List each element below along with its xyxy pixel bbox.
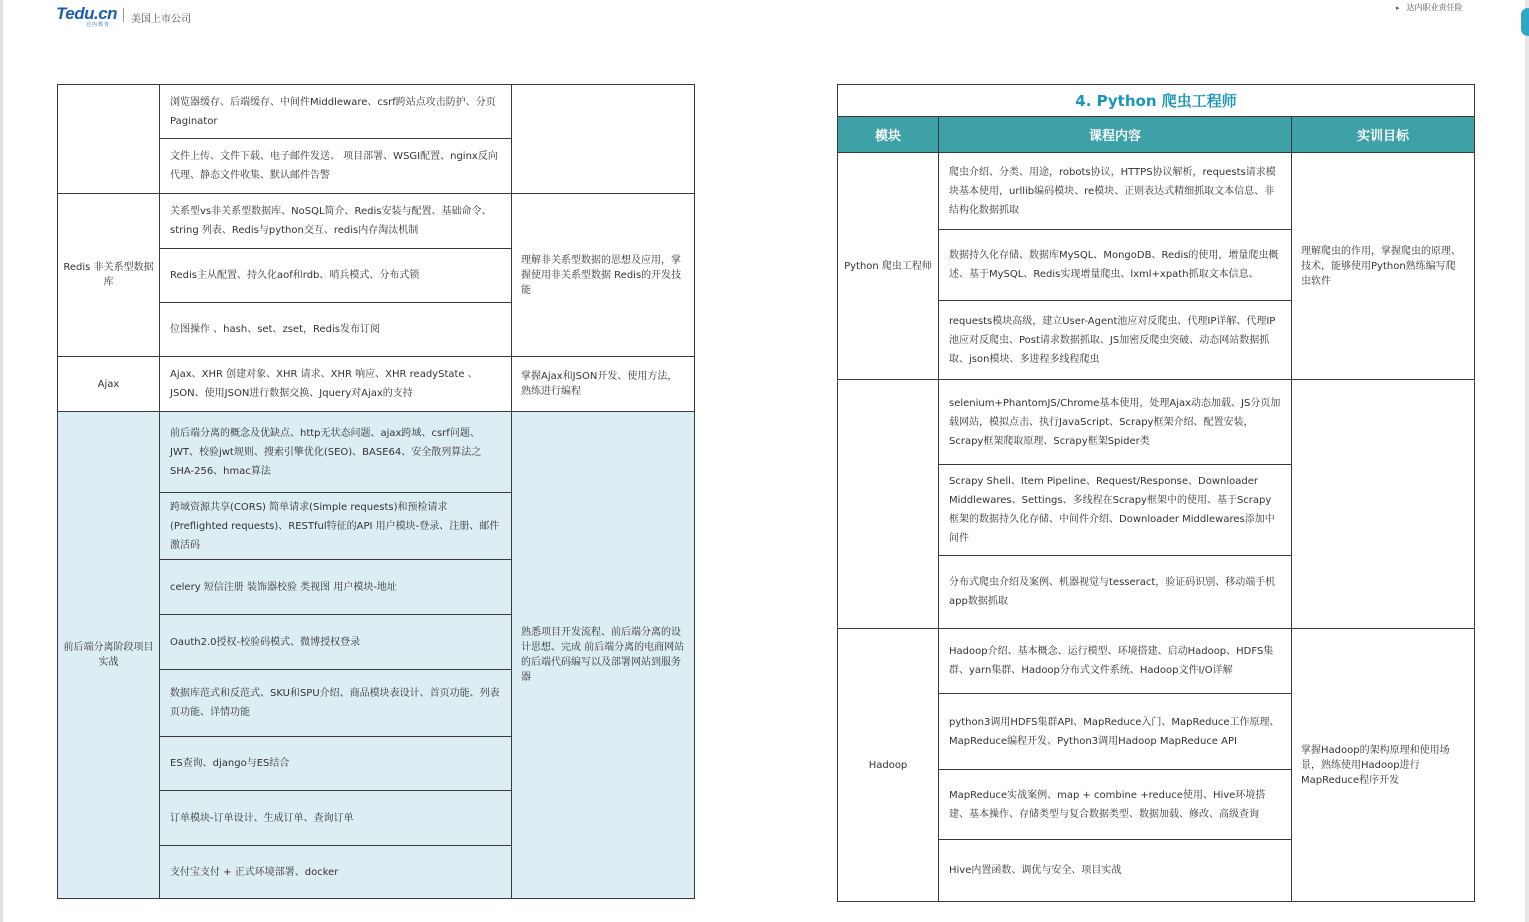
content-cell: Hadoop介绍、基本概念、运行模型、环境搭建、启动Hadoop、HDFS集群、yarn集群、Hadoop分布式文件系统、Hadoop文件I/O详解: [939, 629, 1292, 694]
content-cell: Ajax、XHR 创建对象、XHR 请求、XHR 响应、XHR readyState 、JSON、使用JSON进行数据交换、Jquery对Ajax的支持: [160, 357, 512, 412]
goal-cell: [1292, 380, 1475, 629]
table-row: [58, 194, 695, 249]
logo-divider: [123, 8, 124, 22]
scroll-handle[interactable]: [1521, 8, 1529, 36]
page-left-edge: [0, 0, 3, 922]
table-row: [58, 412, 695, 493]
content-cell: 关系型vs非关系型数据库、NoSQL简介、Redis安装与配置、基础命令、string 列表、Redis与python交互、redis内存淘汰机制: [160, 194, 512, 249]
module-cell: Python 爬虫工程师: [838, 153, 939, 380]
content-cell: 支付宝支付 + 正式环境部署、docker: [160, 846, 512, 899]
logo-wordmark: Tedu.cn: [56, 4, 118, 23]
header-row: [838, 117, 1475, 153]
goal-cell: 理解非关系型数据的思想及应用，掌握使用非关系型数据 Redis的开发技能: [512, 194, 695, 357]
company-tagline: 美国上市公司: [131, 14, 192, 25]
content-cell: 数据持久化存储、数据库MySQL、MongoDB、Redis的使用，增量爬虫概述、基于MySQL、Redis实现增量爬虫、lxml+xpath抓取文本信息、: [939, 230, 1292, 301]
module-cell: [58, 85, 160, 194]
module-cell: 前后端分离阶段项目实战: [58, 412, 160, 899]
content-cell: 跨域资源共享(CORS) 简单请求(Simple requests)和预检请求(Preflighted requests)、RESTful特征的API 用户模块-登录、注册、邮件激活码: [160, 493, 512, 560]
logo-subtitle: 达内教育: [86, 22, 111, 28]
table-row: [838, 153, 1475, 230]
header-goal: 实训目标: [1292, 117, 1475, 153]
goal-cell: 熟悉项目开发流程、前后端分离的设计思想、完成 前后端分离的电商网站的后端代码编写以及部署网站到服务器: [512, 412, 695, 899]
content-cell: Oauth2.0授权-校验码模式、微博授权登录: [160, 615, 512, 670]
goal-cell: [512, 85, 695, 194]
table-row: [58, 85, 695, 139]
content-cell: ES查询、django与ES结合: [160, 737, 512, 791]
module-cell: Ajax: [58, 357, 160, 412]
table-row: [58, 357, 695, 412]
goal-cell: 理解爬虫的作用，掌握爬虫的原理、技术，能够使用Python熟练编写爬虫软件: [1292, 153, 1475, 380]
content-cell: Scrapy Shell、Item Pipeline、Request/Response、Downloader Middlewares、Settings、多线程在Scrapy框架中的使用、基于Scrapy框架的数据持久化存储、中间件介绍、Downloader Middlewares添加中间件: [939, 465, 1292, 556]
content-cell: requests模块高级，建立User-Agent池应对反爬虫、代理IP详解、代理IP池应对反爬虫、Post请求数据抓取、JS加密反爬虫突破、动态网站数据抓取、json模块、多进程多线程爬虫: [939, 301, 1292, 380]
content-cell: 分布式爬虫介绍及案例、机器视觉与tesseract，验证码识别、移动端手机app数据抓取: [939, 556, 1292, 629]
content-cell: 浏览器缓存、后端缓存、中间件Middleware、csrf跨站点攻击防护、分页Paginator: [160, 85, 512, 139]
section-title: 4. Python 爬虫工程师: [838, 85, 1475, 117]
module-cell: Hadoop: [838, 629, 939, 902]
content-cell: 位图操作 、hash、set、zset，Redis发布订阅: [160, 303, 512, 357]
vertical-scrollbar[interactable]: [1525, 0, 1529, 922]
right-course-table: [837, 84, 1475, 902]
title-row: [838, 85, 1475, 117]
goal-cell: 掌握Hadoop的架构原理和使用场景，熟练使用Hadoop进行MapReduce程序开发: [1292, 629, 1475, 902]
module-cell: [838, 380, 939, 629]
content-cell: 数据库范式和反范式、SKU和SPU介绍、商品模块表设计、首页功能、列表页功能、详情功能: [160, 670, 512, 737]
table-row: [838, 629, 1475, 694]
header-link[interactable]: [1396, 2, 1463, 13]
goal-cell: 掌握Ajax和JSON开发、使用方法，熟练进行编程: [512, 357, 695, 412]
header-link-label: 达内职业责任险: [1406, 3, 1463, 12]
content-cell: Redis主从配置、持久化aof和rdb、哨兵模式、分布式锁: [160, 249, 512, 303]
content-cell: python3调用HDFS集群API、MapReduce入门、MapReduce工作原理、MapReduce编程开发、Python3调用Hadoop MapReduce API: [939, 694, 1292, 770]
content-cell: MapReduce实战案例、map + combine +reduce使用、Hive环境搭建、基本操作、存储类型与复合数据类型、数据加载、修改、高级查询: [939, 770, 1292, 840]
content-cell: selenium+PhantomJS/Chrome基本使用，处理Ajax动态加载、JS分页加载网站，模拟点击、执行JavaScript、Scrapy框架介绍、配置安装，Scrapy框架爬取原理、Scrapy框架Spider类: [939, 380, 1292, 465]
content-cell: 前后端分离的概念及优缺点、http无状态问题、ajax跨域、csrf问题、JWT、校验jwt规则、搜索引擎优化(SEO)、BASE64、安全散列算法之SHA-256、hmac算法: [160, 412, 512, 493]
content-cell: 爬虫介绍、分类、用途，robots协议，HTTPS协议解析，requests请求模块基本使用，urllib编码模块、re模块、正则表达式精细抓取文本信息、非结构化数据抓取: [939, 153, 1292, 230]
module-cell: Redis 非关系型数据库: [58, 194, 160, 357]
triangle-right-icon: ▸: [1396, 3, 1400, 12]
header-content: 课程内容: [939, 117, 1292, 153]
content-cell: 文件上传、文件下载、电子邮件发送、 项目部署、WSGI配置、nginx反向代理、静态文件收集、默认邮件告警: [160, 139, 512, 194]
left-course-table: [57, 84, 695, 899]
header-module: 模块: [838, 117, 939, 153]
content-cell: Hive内置函数、调优与安全、项目实战: [939, 840, 1292, 902]
content-cell: 订单模块-订单设计、生成订单、查询订单: [160, 791, 512, 846]
tedu-logo: [56, 4, 192, 28]
table-row: [838, 380, 1475, 465]
content-cell: celery 短信注册 装饰器校验 类视图 用户模块-地址: [160, 560, 512, 615]
